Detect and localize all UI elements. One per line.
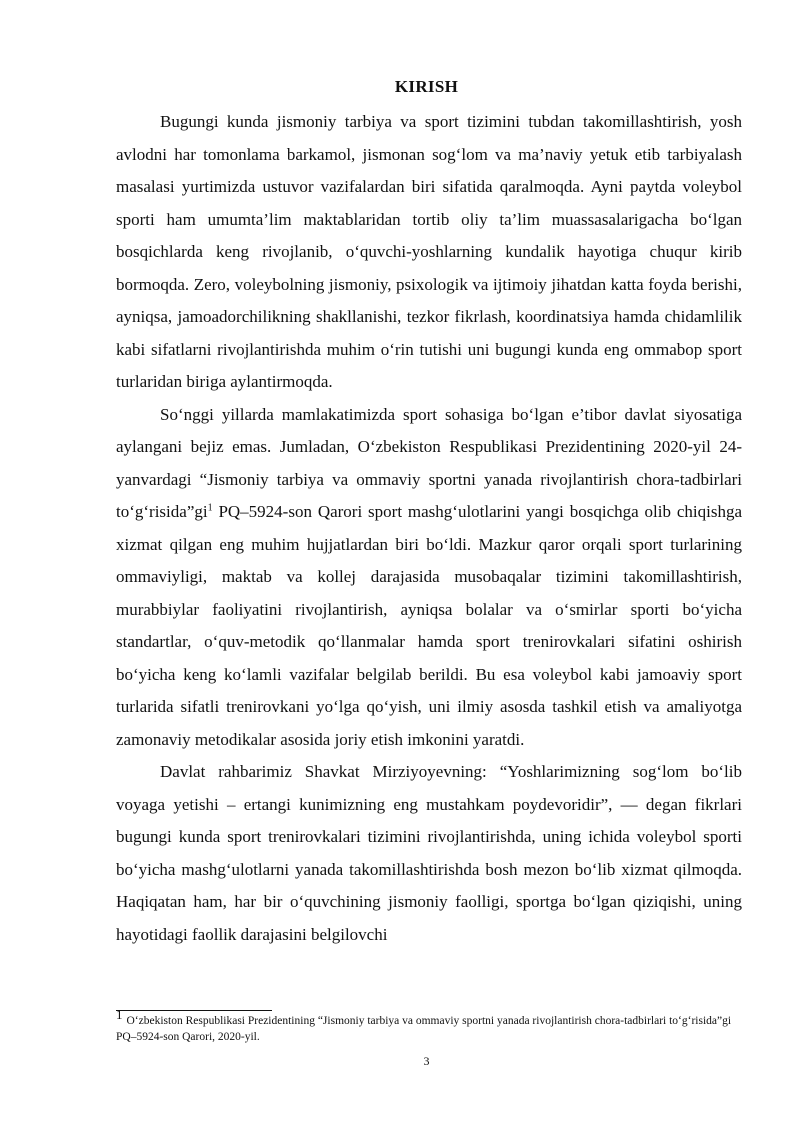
- footnote-reference: 1: [207, 502, 213, 514]
- footnote: [116, 1007, 742, 1045]
- body-text: [116, 106, 742, 951]
- paragraph-decree-text-start: So‘nggi yillarda mamlakatimizda sport sohasiga bo‘lgan e’tibor davlat siyosatiga aylangani bejiz emas. Jumladan, O‘zbekiston Respublikasi Prezidentining 2020-yil 24-yanvardagi “Jismoniy tarbiya va ommaviy sportni yanada rivojlantirish chora-tadbirlari to‘g‘risida”gi: [116, 404, 742, 521]
- paragraph-quote: Davlat rahbarimiz Shavkat Mirziyoyevning: “Yoshlarimizning sog‘lom bo‘lib voyaga yetishi – ertangi kunimizning eng mustahkam poydevoridir”, — degan fikrlari bugungi kunda sport trenirovkalari tizimini rivojlantirishda, uning ichida voleybol sporti bo‘yicha mashg‘ulotlarni yanada takomillashtirishda bosh mezon bo‘lib xizmat qilmoqda. Haqiqatan ham, har bir o‘quvchining jismoniy faolligi, sportga bo‘lgan qiziqishi, uning hayotidagi faollik darajasini belgilovchi: [116, 762, 742, 944]
- paragraph-decree-text-end: PQ–5924-son Qarori sport mashg‘ulotlarini yangi bosqichga olib chiqishga xizmat qilgan eng muhim hujjatlardan biri bo‘ldi. Mazkur qaror orqali sport turlarining ommaviyligi, maktab va kollej darajasida musobaqalar tizimini takomillashtirish, murabbiylar faoliyatini rivojlantirish, ayniqsa bolalar va o‘smirlar sporti bo‘yicha standartlar, o‘quv-metodik qo‘llanmalar hamda sport trenirovkalari sifatini oshirish bo‘yicha keng ko‘lamli vazifalar belgilab berildi. Bu esa voleybol kabi jamoaviy sport turlarida sifatli trenirovkani yo‘lga qo‘yish, uni ilmiy asosda tashkil etish va amaliyotga zamonaviy metodikalar asosida joriy etish imkonini yaratdi.: [116, 502, 742, 749]
- paragraph-decree: [116, 399, 742, 757]
- footnote-separator: [116, 1010, 272, 1011]
- paragraph-intro: Bugungi kunda jismoniy tarbiya va sport tizimini tubdan takomillashtirish, yosh avlodni har tomonlama barkamol, jismonan sog‘lom va ma’naviy yetuk etib tarbiyalash masalasi yurtimizda ustuvor vazifalardan biri sifatida qaralmoqda. Ayni paytda voleybol sporti ham umumta’lim maktablaridan tortib oliy ta’lim muassasalarigacha bo‘lgan bosqichlarda keng rivojlanib, o‘quvchi-yoshlarning kundalik hayotiga chuqur kirib bormoqda. Zero, voleybolning jismoniy, psixologik va ijtimoiy jihatdan katta foyda berishi, ayniqsa, jamoadorchilikning shakllanishi, tezkor fikrlash, koordinatsiya hamda chidamlilik kabi sifatlarni rivojlantirishda muhim o‘rin tutishi uni bugungi kunda eng ommabop sport turlaridan biriga aylantirmoqda.: [116, 112, 742, 391]
- page-number: 3: [423, 1054, 430, 1068]
- footnote-text: O‘zbekiston Respublikasi Prezidentining “Jismoniy tarbiya va ommaviy sportni yanada rivojlantirish chora-tadbirlari to‘g‘risida”gi PQ–5924-son Qarori, 2020-yil.: [116, 1015, 732, 1043]
- footnote-number: 1: [116, 1007, 123, 1023]
- section-heading: KIRISH: [394, 77, 459, 96]
